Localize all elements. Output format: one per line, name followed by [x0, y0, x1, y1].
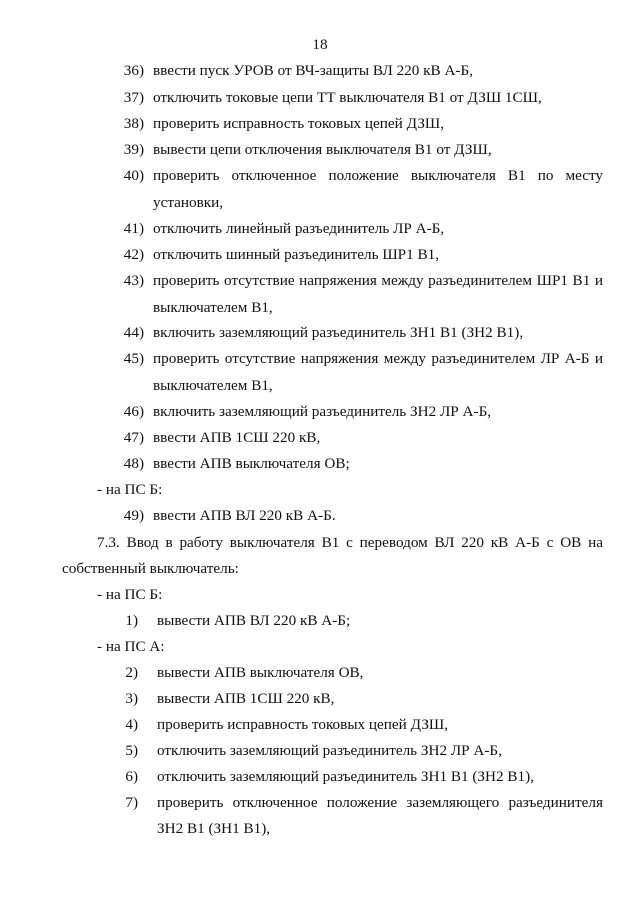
item-text: проверить отключенное положение заземляющего разъединителя — [157, 794, 603, 811]
item-text: вывести цепи отключения выключателя В1 от ДЗШ, — [153, 141, 492, 158]
item-text: ввести АПВ ВЛ 220 кВ А-Б. — [153, 507, 336, 524]
item-number: 3) — [125, 690, 138, 707]
item-number: 45) — [123, 350, 144, 367]
item-number: 42) — [123, 246, 144, 263]
section-label: - на ПС Б: — [97, 586, 163, 603]
item-number: 49) — [123, 507, 144, 524]
item-number: 39) — [123, 141, 144, 158]
item-text: включить заземляющий разъединитель ЗН2 ЛР А-Б, — [153, 403, 492, 420]
item-number: 1) — [125, 612, 138, 629]
section-heading-continuation: собственный выключатель: — [62, 560, 239, 577]
item-text: проверить исправность токовых цепей ДЗШ, — [153, 115, 445, 132]
item-number: 2) — [125, 664, 138, 681]
item-number: 43) — [123, 272, 144, 289]
item-number: 40) — [123, 167, 144, 184]
item-text: включить заземляющий разъединитель ЗН1 В1 (ЗН2 В1), — [153, 324, 524, 341]
item-text: вывести АПВ 1СШ 220 кВ, — [157, 690, 335, 707]
item-number: 46) — [123, 403, 144, 420]
item-number: 5) — [125, 742, 138, 759]
item-number: 47) — [123, 429, 144, 446]
item-text: вывести АПВ ВЛ 220 кВ А-Б; — [157, 612, 351, 629]
item-number: 38) — [123, 115, 144, 132]
item-number: 41) — [123, 220, 144, 237]
item-text: отключить линейный разъединитель ЛР А-Б, — [153, 220, 445, 237]
item-text: проверить отключенное положение выключателя В1 по месту — [153, 167, 603, 184]
item-text: ввести АПВ выключателя ОВ; — [153, 455, 350, 472]
item-number: 48) — [123, 455, 144, 472]
item-text: вывести АПВ выключателя ОВ, — [157, 664, 364, 681]
item-text: проверить исправность токовых цепей ДЗШ, — [157, 716, 449, 733]
item-number: 4) — [125, 716, 138, 733]
item-text: отключить токовые цепи ТТ выключателя В1 от ДЗШ 1СШ, — [153, 89, 542, 106]
item-text: ввести пуск УРОВ от ВЧ-защиты ВЛ 220 кВ А-Б, — [153, 62, 473, 79]
section-label: - на ПС Б: — [97, 481, 163, 498]
item-text-continuation: ЗН2 В1 (ЗН1 В1), — [157, 820, 271, 837]
item-text-continuation: выключателем В1, — [153, 299, 273, 316]
item-number: 6) — [125, 768, 138, 785]
item-text: ввести АПВ 1СШ 220 кВ, — [153, 429, 321, 446]
item-number: 36) — [123, 62, 144, 79]
page-number: 18 — [312, 36, 328, 53]
item-text: отключить заземляющий разъединитель ЗН1 В1 (ЗН2 В1), — [157, 768, 534, 785]
item-text: проверить отсутствие напряжения между разъединителем ЛР А-Б и — [153, 350, 603, 367]
item-text-continuation: выключателем В1, — [153, 377, 273, 394]
item-number: 7) — [125, 794, 138, 811]
item-number: 44) — [123, 324, 144, 341]
item-text-continuation: установки, — [153, 194, 224, 211]
item-text: проверить отсутствие напряжения между разъединителем ШР1 В1 и — [153, 272, 603, 289]
item-text: отключить шинный разъединитель ШР1 В1, — [153, 246, 440, 263]
section-label: - на ПС А: — [97, 638, 165, 655]
section-heading: 7.3. Ввод в работу выключателя В1 с переводом ВЛ 220 кВ А-Б с ОВ на — [97, 534, 603, 551]
item-number: 37) — [123, 89, 144, 106]
item-text: отключить заземляющий разъединитель ЗН2 ЛР А-Б, — [157, 742, 502, 759]
